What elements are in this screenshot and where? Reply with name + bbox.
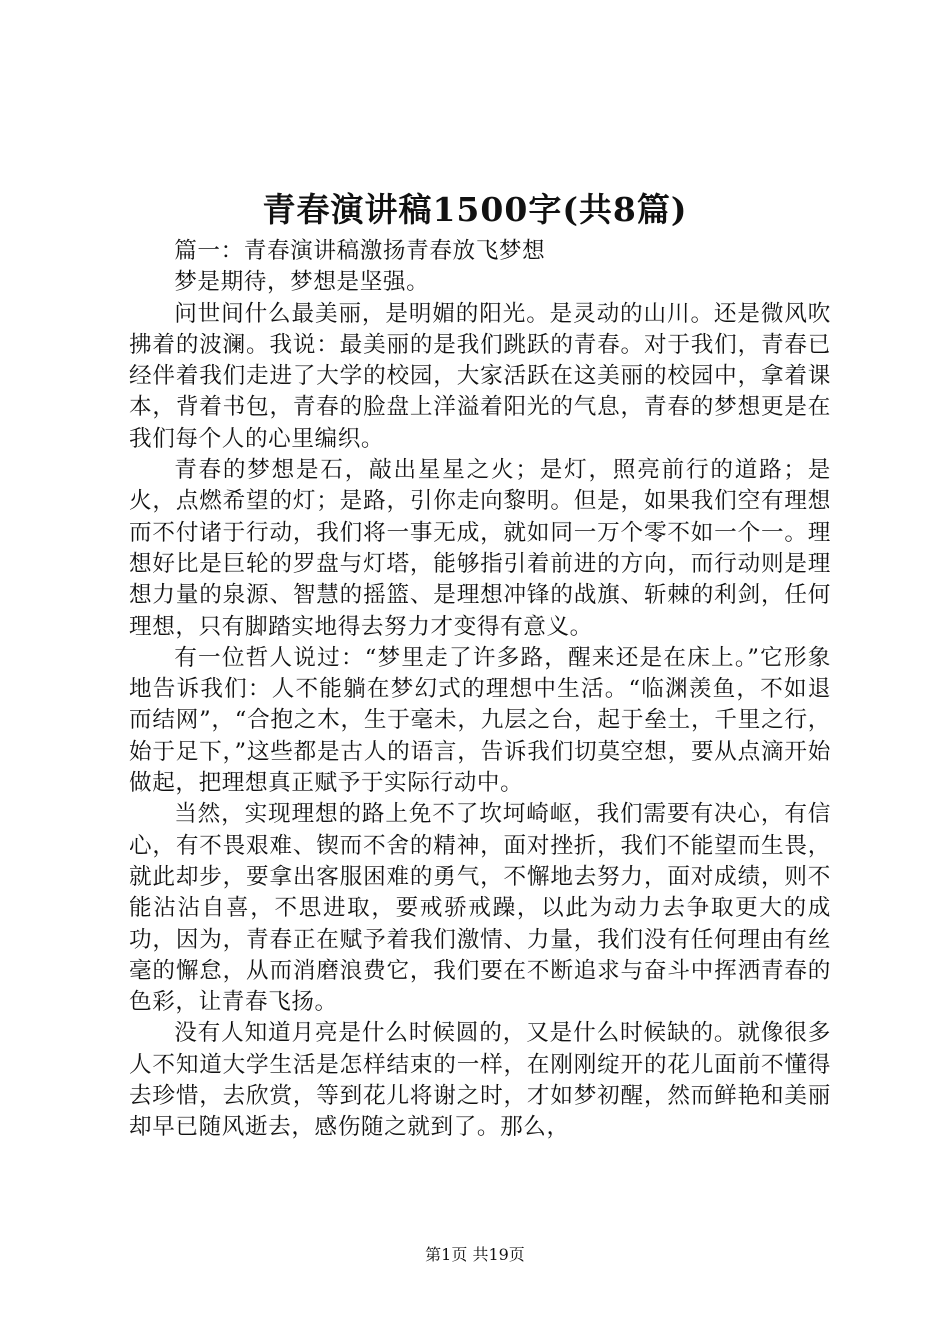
paragraph: 当然，实现理想的路上免不了坎坷崎岖，我们需要有决心，有信心，有不畏艰难、锲而不舍的精神，面对挫折，我们不能望而生畏，就此却步，要拿出客服困难的勇气，不懈地去努力，面对成绩，则不能沾沾自喜，不思进取，要戒骄戒躁，以此为动力去争取更大的成功，因为，青春正在赋予着我们激情、力量，我们没有任何理由有丝毫的懈怠，从而消磨浪费它，我们要在不断追求与奋斗中挥洒青春的色彩，让青春飞扬。 <box>129 801 831 1016</box>
paragraph: 没有人知道月亮是什么时候圆的，又是什么时候缺的。就像很多人不知道大学生活是怎样结束的一样，在刚刚绽开的花儿面前不懂得去珍惜，去欣赏，等到花儿将谢之时，才如梦初醒，然而鲜艳和美丽却早已随风逝去，感伤随之就到了。那么， <box>129 1020 831 1141</box>
paragraph-section-heading: 篇一：青春演讲稿激扬青春放飞梦想 <box>174 238 546 264</box>
paragraph: 问世间什么最美丽，是明媚的阳光。是灵动的山川。还是微风吹拂着的波澜。我说：最美丽的是我们跳跃的青春。对于我们，青春已经伴着我们走进了大学的校园，大家活跃在这美丽的校园中，拿着课本，背着书包，青春的脸盘上洋溢着阳光的气息，青春的梦想更是在我们每个人的心里编织。 <box>129 300 831 452</box>
document-title: 青春演讲稿1500字(共8篇) <box>262 190 688 229</box>
document-body <box>129 236 831 1144</box>
page-footer: 第1页 共19页 <box>425 1245 525 1264</box>
paragraph: 梦是期待，梦想是坚强。 <box>174 269 430 296</box>
paragraph: 青春的梦想是石，敲出星星之火；是灯，照亮前行的道路；是火，点燃希望的灯；是路，引你走向黎明。但是，如果我们空有理想而不付诸于行动，我们将一事无成，就如同一万个零不如一个一。理想好比是巨轮的罗盘与灯塔，能够指引着前进的方向，而行动则是理想力量的泉源、智慧的摇篮、是理想冲锋的战旗、斩棘的利剑，任何理想，只有脚踏实地得去努力才变得有意义。 <box>129 457 831 640</box>
paragraph: 有一位哲人说过：“梦里走了许多路，醒来还是在床上。”它形象地告诉我们：人不能躺在梦幻式的理想中生活。“临渊羡鱼，不如退而结网”，“合抱之木，生于毫未，九层之台，起于垒土，千里之行，始于足下，”这些都是古人的语言，告诉我们切莫空想，要从点滴开始做起，把理想真正赋予于实际行动中。 <box>129 644 831 797</box>
